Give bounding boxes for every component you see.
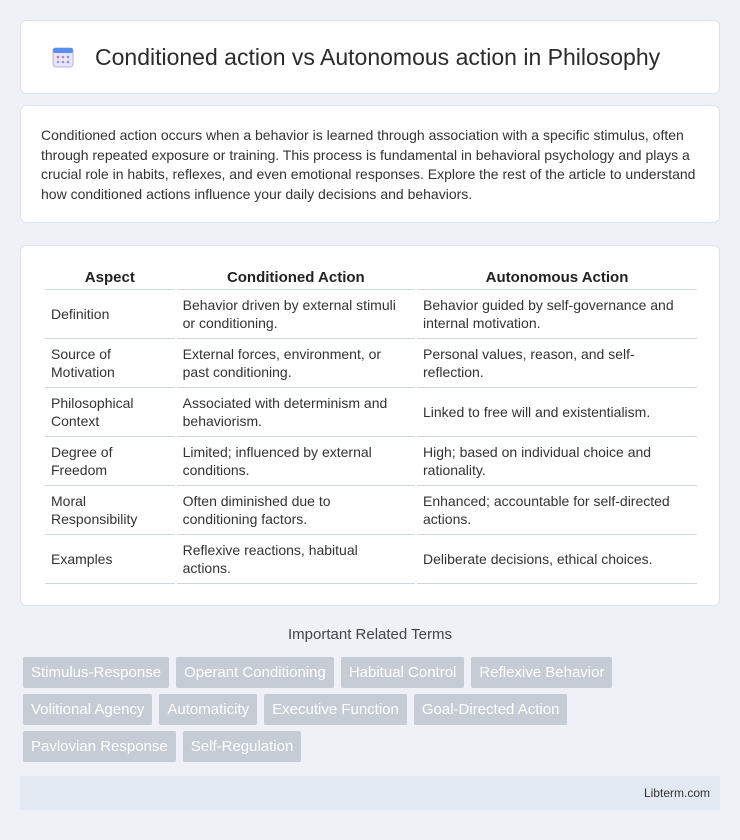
footer-site-link[interactable]: Libterm.com bbox=[643, 786, 710, 800]
table-row bbox=[45, 437, 697, 486]
related-term-tag[interactable]: Stimulus-Response bbox=[23, 657, 169, 688]
related-term-tag[interactable]: Habitual Control bbox=[341, 657, 465, 688]
table-cell: Enhanced; accountable for self-directed actions. bbox=[417, 486, 697, 535]
related-term-tag[interactable]: Executive Function bbox=[264, 694, 407, 725]
table-row bbox=[45, 486, 697, 535]
table-cell: Moral Responsibility bbox=[45, 486, 175, 535]
column-header-autonomous: Autonomous Action bbox=[417, 266, 697, 290]
table-cell: Deliberate decisions, ethical choices. bbox=[417, 535, 697, 584]
table-cell: Limited; influenced by external conditions. bbox=[177, 437, 415, 486]
calendar-icon bbox=[51, 45, 75, 69]
page-title: Conditioned action vs Autonomous action in Philosophy bbox=[95, 43, 661, 70]
related-terms-list bbox=[23, 657, 723, 768]
table-cell: Reflexive reactions, habitual actions. bbox=[177, 535, 415, 584]
footer bbox=[20, 776, 720, 810]
related-term-tag[interactable]: Volitional Agency bbox=[23, 694, 152, 725]
table-cell: Personal values, reason, and self-reflection. bbox=[417, 339, 697, 388]
related-term-tag[interactable]: Reflexive Behavior bbox=[471, 657, 612, 688]
related-terms-title: Important Related Terms bbox=[288, 626, 452, 643]
table-cell: Behavior driven by external stimuli or conditioning. bbox=[177, 290, 415, 339]
table-cell: Definition bbox=[45, 290, 175, 339]
comparison-table bbox=[43, 266, 699, 584]
related-term-tag[interactable]: Pavlovian Response bbox=[23, 731, 176, 762]
table-cell: External forces, environment, or past conditioning. bbox=[177, 339, 415, 388]
intro-card bbox=[20, 105, 720, 223]
table-row bbox=[45, 388, 697, 437]
table-cell: Source of Motivation bbox=[45, 339, 175, 388]
column-header-conditioned: Conditioned Action bbox=[177, 266, 415, 290]
table-cell: High; based on individual choice and rationality. bbox=[417, 437, 697, 486]
table-cell: Linked to free will and existentialism. bbox=[417, 388, 697, 437]
intro-text: Conditioned action occurs when a behavior is learned through association with a specific stimulus, often through repeated exposure or training. This process is fundamental in behavioral psychology and plays a crucial role in habits, reflexes, and even emotional responses. Explore the rest of the article to understand how conditioned actions influence your daily decisions and behaviors. bbox=[41, 127, 696, 202]
related-term-tag[interactable]: Operant Conditioning bbox=[176, 657, 334, 688]
table-cell: Often diminished due to conditioning factors. bbox=[177, 486, 415, 535]
table-row bbox=[45, 535, 697, 584]
table-cell: Behavior guided by self-governance and internal motivation. bbox=[417, 290, 697, 339]
column-header-aspect: Aspect bbox=[45, 266, 175, 290]
table-header-row bbox=[45, 266, 697, 290]
table-row bbox=[45, 339, 697, 388]
table-cell: Examples bbox=[45, 535, 175, 584]
table-row bbox=[45, 290, 697, 339]
table-cell: Degree of Freedom bbox=[45, 437, 175, 486]
related-term-tag[interactable]: Goal-Directed Action bbox=[414, 694, 568, 725]
table-cell: Associated with determinism and behaviorism. bbox=[177, 388, 415, 437]
related-term-tag[interactable]: Self-Regulation bbox=[183, 731, 302, 762]
related-term-tag[interactable]: Automaticity bbox=[159, 694, 257, 725]
table-cell: Philosophical Context bbox=[45, 388, 175, 437]
header-card bbox=[20, 20, 720, 94]
comparison-card bbox=[20, 245, 720, 606]
